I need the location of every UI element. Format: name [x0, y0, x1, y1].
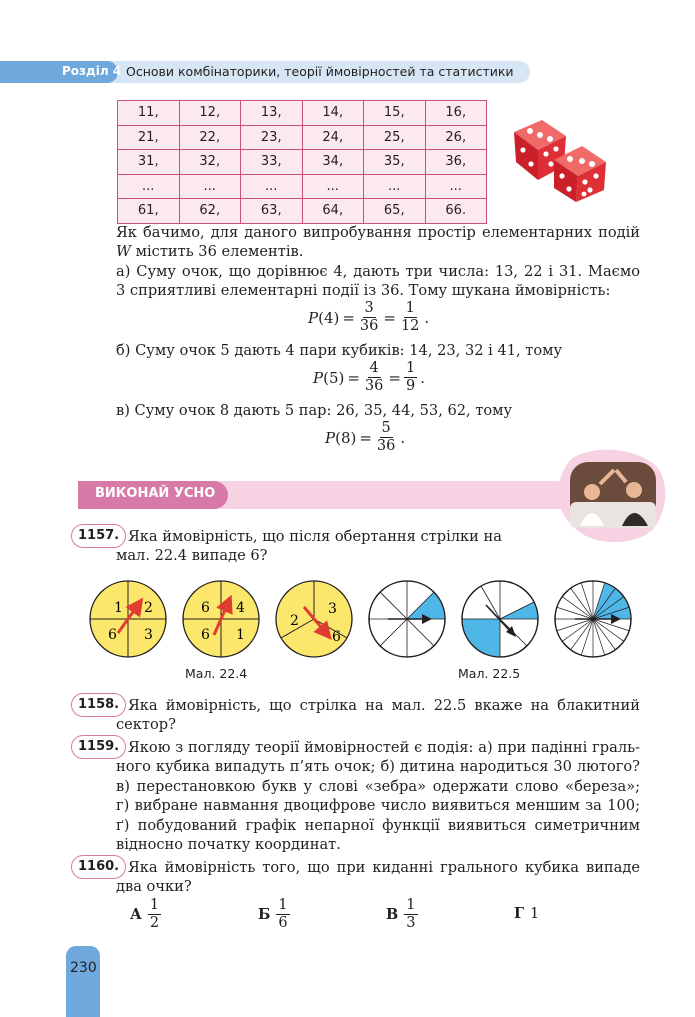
fraction	[358, 300, 380, 335]
answer-option-b[interactable]	[258, 897, 290, 932]
task-text: ґ) побудований графік непарної функції виявиться симетричним	[116, 817, 640, 834]
table-cell: 24,	[302, 125, 364, 150]
period: .	[420, 368, 425, 387]
equals-sign: =	[383, 308, 396, 327]
formula-p4	[308, 300, 429, 335]
table-cell: ...	[179, 174, 241, 199]
spinner-label: 6	[201, 600, 210, 616]
denominator: 6	[278, 915, 288, 931]
denominator: 2	[149, 915, 160, 931]
table-cell: 12,	[179, 101, 241, 126]
numerator: 4	[369, 360, 379, 376]
task-text: мал. 22.4 випаде 6?	[116, 547, 268, 564]
task-text: Якою з погляду теорії ймовірностей є подія: а) при падінні граль-	[128, 739, 640, 756]
dice-illustration	[508, 114, 608, 204]
fraction	[404, 897, 417, 932]
spinner-1	[90, 581, 166, 657]
task-text: г) вибране навмання двоцифрове число виявиться меншим за 100;	[116, 797, 640, 814]
task-text: відносно початку координат.	[116, 836, 341, 853]
equals-sign: =	[342, 308, 355, 327]
formula-p5	[313, 360, 425, 395]
section-heading: ВИКОНАЙ УСНО	[95, 486, 216, 501]
table-cell: 63,	[241, 199, 303, 224]
outcomes-table	[117, 100, 487, 224]
table-cell: 21,	[118, 125, 180, 150]
equals-sign: =	[359, 428, 372, 447]
fraction	[148, 897, 161, 932]
spinner-4	[369, 581, 445, 657]
section-title: Основи комбінаторики, теорії ймовірностей та статистики	[126, 64, 514, 79]
option-letter: В	[386, 906, 399, 923]
denominator: 3	[406, 915, 416, 931]
answer-option-v[interactable]	[386, 897, 418, 932]
paragraph-text: містить 36 елементів.	[131, 243, 304, 260]
paragraph-line: 3 сприятливі елементарні події із 36. Тому шукана ймовірність:	[116, 282, 611, 299]
numerator: 1	[405, 360, 416, 376]
table-cell: 66.	[425, 199, 487, 224]
prob-fn: P	[313, 368, 324, 387]
formula-p8	[325, 420, 405, 455]
table-cell: 15,	[364, 101, 426, 126]
task-text: два очки?	[116, 878, 192, 895]
table-cell: ...	[118, 174, 180, 199]
task-text: Яка ймовірність, що після обертання стрілки на	[128, 528, 502, 545]
paragraph-line: Як бачимо, для даного випробування простір елементарних подій	[116, 224, 640, 241]
task-text: ного кубика випадуть п’ять очок; б) дитина народиться 30 лютого?	[116, 758, 640, 775]
task-text: Яка ймовірність того, що при киданні грального кубика випаде	[128, 859, 640, 876]
table-cell: 61,	[118, 199, 180, 224]
answer-option-a[interactable]	[130, 897, 161, 932]
fraction	[363, 360, 385, 395]
spinner-figures	[88, 579, 648, 659]
task-number: 1158.	[71, 693, 126, 717]
spinner-3	[276, 581, 352, 657]
fraction	[399, 300, 421, 335]
prob-arg: (5)	[323, 368, 345, 387]
fraction	[404, 360, 417, 395]
spinner-label: 1	[114, 600, 123, 616]
table-cell: 13,	[241, 101, 303, 126]
denominator: 9	[405, 378, 416, 394]
table-cell: 23,	[241, 125, 303, 150]
task-number: 1157.	[71, 524, 126, 548]
table-cell: ...	[241, 174, 303, 199]
denominator: 36	[364, 378, 384, 394]
option-letter: Г	[514, 905, 525, 922]
fraction	[375, 420, 397, 455]
task-text: сектор?	[116, 716, 176, 733]
table-cell: 26,	[425, 125, 487, 150]
spinner-label: 4	[236, 600, 245, 616]
table-cell: 32,	[179, 150, 241, 175]
spinner-label: 1	[236, 627, 245, 643]
page-number: 230	[70, 960, 97, 976]
omega-symbol: W	[116, 243, 131, 260]
table-row	[118, 101, 487, 126]
denominator: 36	[376, 438, 396, 454]
spinner-label: 6	[332, 629, 341, 645]
table-cell: 16,	[425, 101, 487, 126]
task-number: 1159.	[71, 735, 126, 759]
table-cell: 34,	[302, 150, 364, 175]
table-cell: 14,	[302, 101, 364, 126]
numerator: 1	[278, 897, 288, 913]
high-five-photo	[556, 448, 668, 544]
table-cell: 31,	[118, 150, 180, 175]
table-cell: ...	[364, 174, 426, 199]
task-text: Яка ймовірність, що стрілка на мал. 22.5 вкаже на блакитний	[128, 697, 640, 714]
option-value: 1	[530, 905, 540, 922]
task-text: в) перестановкою букв у слові «зебра» одержати слово «береза»;	[116, 778, 640, 795]
task-number: 1160.	[71, 855, 126, 879]
option-letter: Б	[258, 906, 271, 923]
spinner-label: 3	[328, 601, 337, 617]
spinner-label: 6	[201, 627, 210, 643]
prob-fn: P	[308, 308, 319, 327]
spinner-label: 3	[144, 627, 153, 643]
table-cell: 65,	[364, 199, 426, 224]
numerator: 1	[405, 300, 415, 316]
page-number-tab	[66, 946, 100, 1017]
numerator: 5	[381, 420, 391, 436]
spinner-label: 2	[290, 613, 299, 629]
period: .	[424, 308, 430, 327]
paragraph-line: б) Суму очок 5 дають 4 пари кубиків: 14, 23, 32 і 41, тому	[116, 342, 563, 359]
period: .	[400, 428, 406, 447]
numerator: 1	[149, 897, 160, 913]
option-letter: А	[130, 906, 142, 923]
table-row	[118, 199, 487, 224]
prob-arg: (8)	[335, 428, 357, 447]
table-cell: 33,	[241, 150, 303, 175]
spinner-6	[555, 581, 631, 657]
equals-sign: =	[388, 368, 401, 387]
table-cell: 25,	[364, 125, 426, 150]
paragraph-line: в) Суму очок 8 дають 5 пар: 26, 35, 44, 53, 62, тому	[116, 402, 513, 419]
section-label: Розділ 4	[62, 64, 122, 78]
numerator: 1	[406, 897, 416, 913]
figure-caption: Мал. 22.4	[185, 666, 248, 681]
prob-arg: (4)	[318, 308, 340, 327]
denominator: 12	[400, 318, 420, 334]
table-row	[118, 150, 487, 175]
spinner-2	[183, 581, 259, 657]
paragraph-line: а) Суму очок, що дорівнює 4, дають три числа: 13, 22 і 31. Маємо	[116, 263, 640, 280]
figure-caption: Мал. 22.5	[458, 666, 521, 681]
answer-option-g[interactable]	[514, 905, 539, 922]
equals-sign: =	[347, 368, 360, 387]
table-row	[118, 174, 487, 199]
numerator: 3	[364, 300, 374, 316]
spinner-label: 6	[108, 627, 117, 643]
table-cell: 35,	[364, 150, 426, 175]
spinner-label: 2	[144, 600, 153, 616]
denominator: 36	[359, 318, 379, 334]
table-cell: 64,	[302, 199, 364, 224]
fraction	[276, 897, 289, 932]
paragraph-line	[116, 242, 303, 261]
table-row	[118, 125, 487, 150]
prob-fn: P	[325, 428, 336, 447]
table-cell: 22,	[179, 125, 241, 150]
table-cell: 62,	[179, 199, 241, 224]
spinner-5	[462, 581, 538, 657]
table-cell: ...	[302, 174, 364, 199]
table-cell: 36,	[425, 150, 487, 175]
table-cell: 11,	[118, 101, 180, 126]
table-cell: ...	[425, 174, 487, 199]
